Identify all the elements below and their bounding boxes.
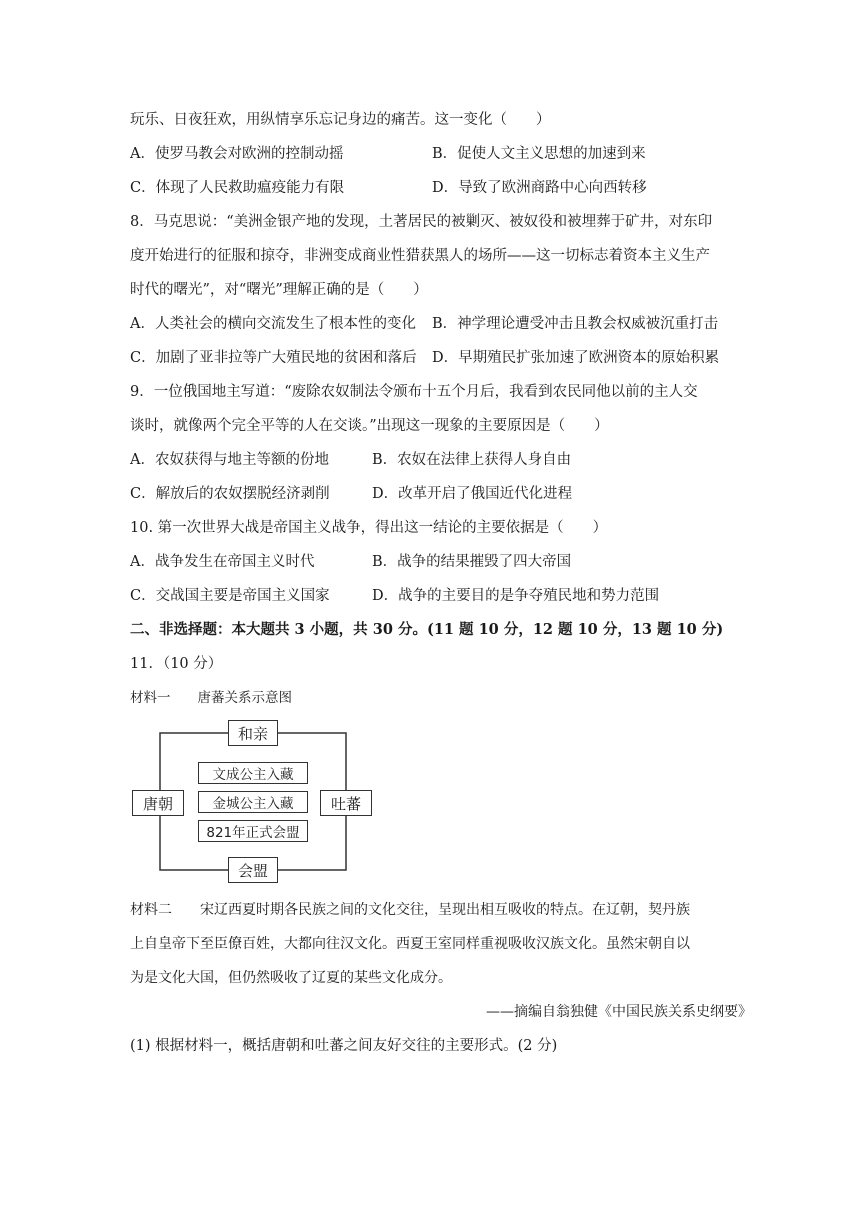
q8-option-a: A．人类社会的横向交流发生了根本性的变化	[130, 316, 416, 332]
q11-material2-source: ——摘编自翁独健《中国民族关系史纲要》	[486, 1004, 752, 1020]
diagram-bottom-label: 会盟	[228, 857, 278, 883]
q9-option-c: C．解放后的农奴摆脱经济剥削	[130, 486, 330, 502]
diagram-left-label: 唐朝	[132, 790, 184, 816]
q8-stem-line2: 度开始进行的征服和掠夺，非洲变成商业性猎获黑人的场所——这一切标志着资本主义生产	[130, 248, 710, 264]
q9-stem-line2: 谈时，就像两个完全平等的人在交谈。”出现这一现象的主要原因是（ ）	[130, 418, 609, 434]
q9-option-d: D．改革开启了俄国近代化进程	[372, 486, 573, 502]
diagram-top-label: 和亲	[228, 720, 278, 746]
q11-subquestion-1: (1) 根据材料一，概括唐朝和吐蕃之间友好交往的主要形式。(2 分)	[130, 1038, 558, 1054]
section2-heading: 二、非选择题：本大题共 3 小题，共 30 分。(11 题 10 分，12 题 10 分，13 题 10 分)	[130, 621, 724, 638]
diagram-item-2: 金城公主入藏	[198, 791, 308, 813]
q7-option-d: D．导致了欧洲商路中心向西转移	[432, 180, 647, 196]
q11-material2-line3: 为是文化大国，但仍然吸收了辽夏的某些文化成分。	[130, 970, 452, 986]
q10-option-a: A．战争发生在帝国主义时代	[130, 554, 315, 570]
q7-option-a: A．使罗马教会对欧洲的控制动摇	[130, 146, 344, 162]
q7-option-b: B．促使人文主义思想的加速到来	[432, 146, 646, 162]
q11-material2-line1: 材料二 宋辽西夏时期各民族之间的文化交往，呈现出相互吸收的特点。在辽朝，契丹族	[130, 902, 690, 918]
q10-option-c: C．交战国主要是帝国主义国家	[130, 588, 330, 604]
q11-header: 11．（10 分）	[130, 656, 223, 672]
tang-tibet-diagram	[130, 718, 361, 886]
q7-option-c: C．体现了人民救助瘟疫能力有限	[130, 180, 345, 196]
q10-option-b: B．战争的结果摧毁了四大帝国	[372, 554, 572, 570]
q8-stem-line3: 时代的曙光”，对“曙光”理解正确的是（ ）	[130, 282, 428, 298]
q9-option-b: B．农奴在法律上获得人身自由	[372, 452, 572, 468]
diagram-item-1: 文成公主入藏	[198, 762, 308, 784]
q8-option-b: B．神学理论遭受冲击且教会权威被沉重打击	[432, 316, 719, 332]
q8-option-c: C．加剧了亚非拉等广大殖民地的贫困和落后	[130, 350, 417, 366]
diagram-right-label: 吐蕃	[320, 790, 372, 816]
q8-stem-line1: 8．马克思说：“美洲金银产地的发现，土著居民的被剿灭、被奴役和被埋葬于矿井，对东印	[130, 214, 713, 230]
q11-material1-title: 材料一 唐蕃关系示意图	[130, 690, 292, 706]
diagram-item-3: 821年正式会盟	[198, 820, 308, 842]
q9-stem-line1: 9．一位俄国地主写道：“废除农奴制法令颁布十五个月后，我看到农民同他以前的主人交	[130, 384, 698, 400]
q7-stem-tail: 玩乐、日夜狂欢，用纵情享乐忘记身边的痛苦。这一变化（ ）	[130, 112, 551, 128]
q10-stem-line1: 10. 第一次世界大战是帝国主义战争，得出这一结论的主要依据是（ ）	[130, 520, 608, 536]
q8-option-d: D．早期殖民扩张加速了欧洲资本的原始积累	[432, 350, 720, 366]
q11-material2-line2: 上自皇帝下至臣僚百姓，大都向往汉文化。西夏王室同样重视吸收汉族文化。虽然宋朝自以	[130, 936, 690, 952]
q10-option-d: D．战争的主要目的是争夺殖民地和势力范围	[372, 588, 660, 604]
q9-option-a: A．农奴获得与地主等额的份地	[130, 452, 329, 468]
